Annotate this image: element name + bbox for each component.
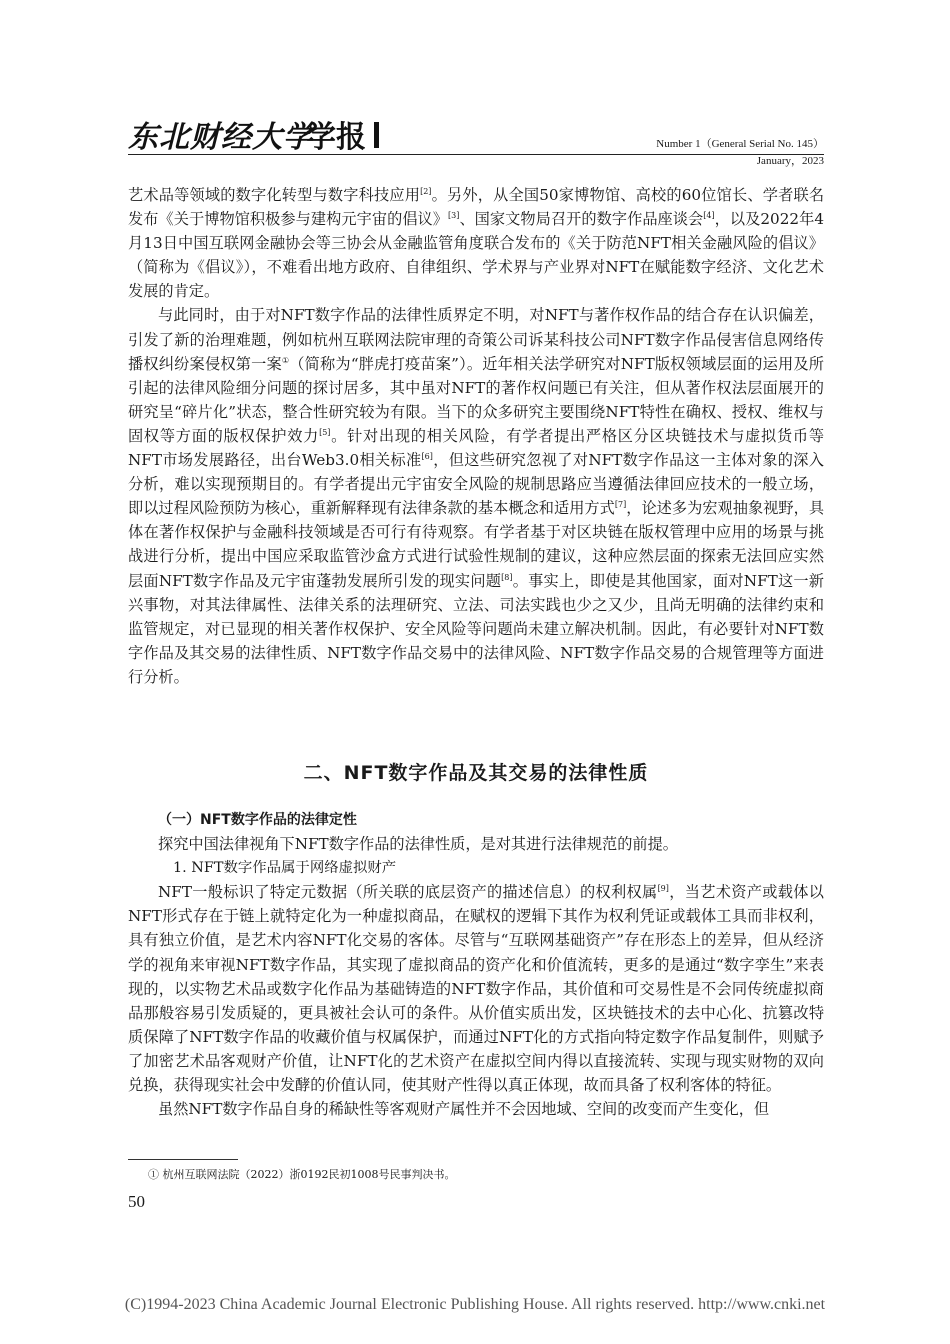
journal-logo: 东北财经大学 xyxy=(128,120,314,155)
reference-8[interactable]: [8] xyxy=(501,572,513,582)
reference-6[interactable]: [6] xyxy=(421,452,433,462)
section-body xyxy=(128,808,824,1121)
footnote-rule xyxy=(128,1159,238,1160)
footnote-marker[interactable]: ① xyxy=(281,355,290,365)
reference-5[interactable]: [5] xyxy=(319,427,331,437)
paragraph: 与此同时，由于对NFT数字作品的法律性质界定不明，对NFT与著作权作品的结合存在认识偏差，引发了新的治理难题，例如杭州互联网法院审理的奇策公司诉某科技公司NFT数字作品侵害信息网络传播权纠纷案侵权第一案①（简称为“胖虎打疫苗案”）。近年相关法学研究对NFT版权领域层面的运用及所引起的法律风险细分问题的探讨居多，其中虽对NFT的著作权问题已有关注，但从著作权法层面展开的研究呈“碎片化”状态，整合性研究较为有限。当下的众多研究主要围绕NFT特性在确权、授权、维权与固权等方面的版权保护效力[5]。针对出现的相关风险，有学者提出严格区分区块链技术与虚拟货币等NFT市场发展路径，出台Web3.0相关标准[6]，但这些研究忽视了对NFT数字作品这一主体对象的深入分析，难以实现预期目的。有学者提出元宇宙安全风险的规制思路应当遵循法律回应技术的一般立场，即以过程风险预防为核心，重新解释现有法律条款的基本概念和适用方式[7]，论述多为宏观抽象视野，具体在著作权保护与金融科技领域是否可行有待观察。有学者基于对区块链在版权管理中应用的场景与挑战进行分析，提出中国应采取监管沙盒方式进行试验性规制的建议，这种应然层面的探索无法回应实然层面NFT数字作品及元宇宙蓬勃发展所引发的现实问题[8]。事实上，即使是其他国家，面对NFT这一新兴事物，对其法律属性、法律关系的法理研究、立法、司法实践也少之又少，且尚无明确的法律约束和监管规定，对已显现的相关著作权保护、安全风险等问题尚未建立解决机制。因此，有必要针对NFT数字作品及其交易的法律性质、NFT数字作品交易中的法律风险、NFT数字作品交易的合规管理等方面进行分析。 xyxy=(128,306,825,686)
reference-9[interactable]: [9] xyxy=(657,884,669,894)
section-title: 二、NFT数字作品及其交易的法律性质 xyxy=(303,762,649,784)
copyright-notice: (C)1994-2023 China Academic Journal Electronic Publishing House. All rights reserved. http://www.cnki.net xyxy=(124,1296,826,1313)
footnote: ① 杭州互联网法院（2022）浙0192民初1008号民事判决书。 xyxy=(148,1168,456,1181)
reference-2[interactable]: [2] xyxy=(420,187,432,196)
reference-3[interactable]: [3] xyxy=(448,211,460,221)
page-number: 50 xyxy=(128,1192,145,1211)
reference-4[interactable]: [4] xyxy=(703,211,715,221)
header-rule xyxy=(128,154,824,155)
paragraph: 探究中国法律视角下NFT数字作品的法律性质，是对其进行法律规范的前提。 xyxy=(158,835,678,854)
intro-body xyxy=(128,183,824,689)
issue-date: January，2023 xyxy=(756,155,824,167)
issue-number: Number 1（General Serial No. 145） xyxy=(656,138,824,150)
paragraph: NFT一般标识了特定元数据（所关联的底层资产的描述信息）的权利权属[9]，当艺术资产或载体以NFT形式存在于链上就特定化为一种虚拟商品，在赋权的逻辑下其作为权利凭证或载体工具而非权利，具有独立价值，是艺术内容NFT化交易的客体。尽管与“互联网基础资产”存在形态上的差异，但从经济学的视角来审视NFT数字作品，其实现了虚拟商品的资产化和价值流转，更多的是通过“数字孪生”来表现的，以实物艺术品或数字化作品为基础铸造的NFT数字作品，其价值和可交易性是不会同传统虚拟商品那般容易引发质疑的，更具被社会认可的条件。从价值实质出发，区块链技术的去中心化、抗篡改特质保障了NFT数字作品的收藏价值与权属保护，而通过NFT化的方式指向特定数字作品复制件，则赋予了加密艺术品客观财产价值，让NFT化的艺术资产在虚拟空间内得以直接流转、实现与现实财物的双向兑换，获得现实社会中发酵的价值认同，使其财产性得以真正体现，故而具备了权利客体的特征。 xyxy=(128,883,824,1095)
masthead xyxy=(128,120,824,176)
journal-logo-suffix: 学报 xyxy=(306,120,366,155)
subsection-heading: （一）NFT数字作品的法律定性 xyxy=(158,812,357,828)
issue-info xyxy=(656,136,824,170)
reference-7[interactable]: [7] xyxy=(614,500,627,510)
paragraph: 艺术品等领域的数字化转型与数字科技应用[2]。另外，从全国50家博物馆、高校的60位馆长、学者联名发布《关于博物馆积极参与建构元宇宙的倡议》[3]、国家文物局召开的数字作品座谈会[4]，以及2022年4月13日中国互联网金融协会等三协会从金融监管角度联合发布的《关于防范NFT相关金融风险的倡议》（简称为《倡议》），不难看出地方政府、自律组织、学术界与产业界对NFT在赋能数字经济、文化艺术发展的肯定。 xyxy=(128,186,825,301)
sub-subsection-heading: 1. NFT数字作品属于网络虚拟财产 xyxy=(173,860,397,877)
paragraph: 虽然NFT数字作品自身的稀缺性等客观财产属性并不会因地域、空间的改变而产生变化，但 xyxy=(158,1100,770,1119)
logo-bar xyxy=(374,122,379,148)
